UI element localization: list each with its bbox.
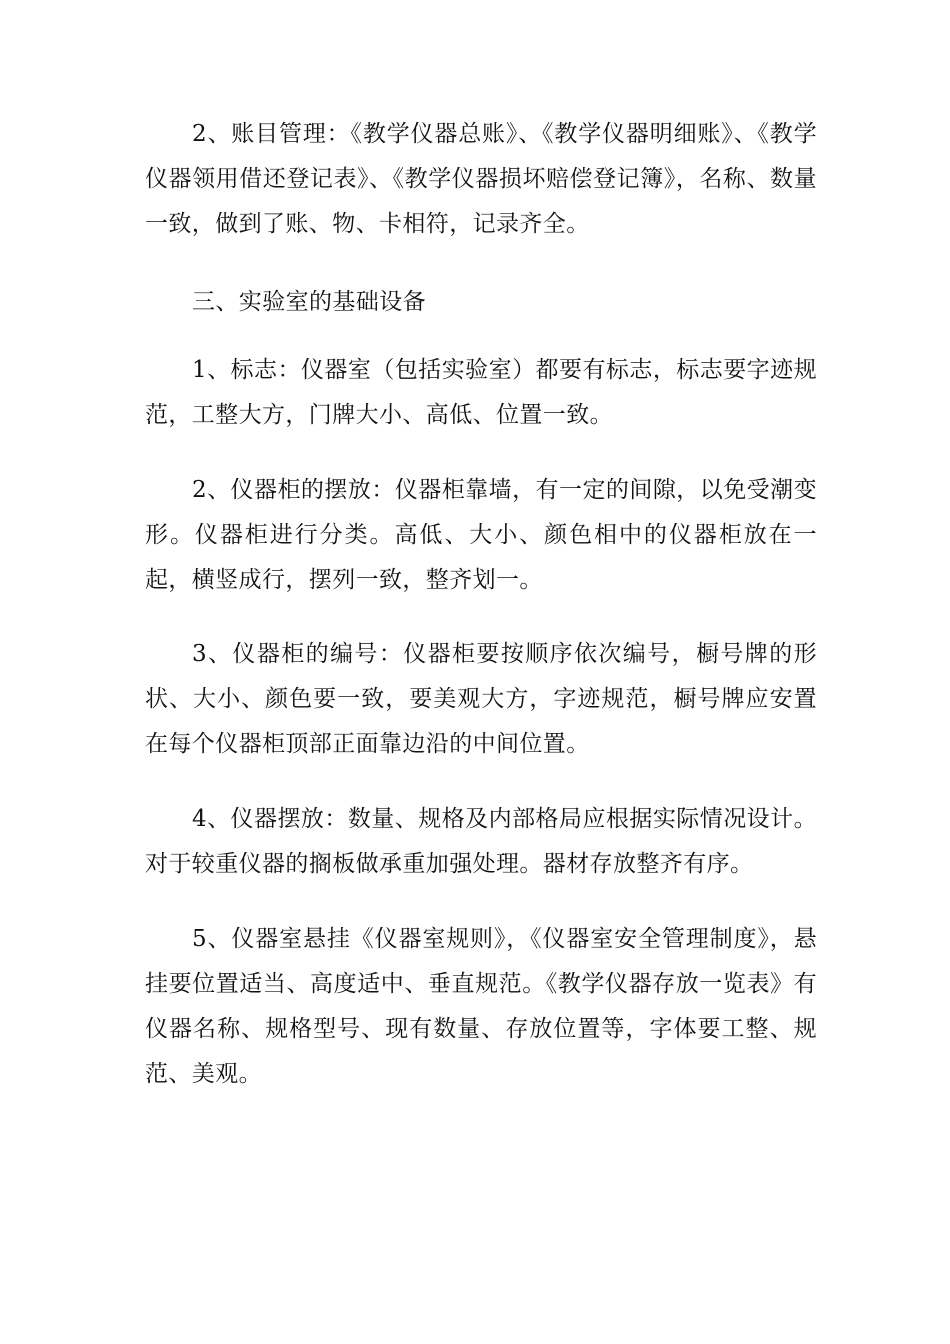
- paragraph-cabinet-numbering: 3、仪器柜的编号：仪器柜要按顺序依次编号，橱号牌的形状、大小、颜色要一致，要美观大方，字迹规范，橱号牌应安置在每个仪器柜顶部正面靠边沿的中间位置。: [145, 641, 817, 757]
- paragraph-posted-rules: 5、仪器室悬挂《仪器室规则》，《仪器室安全管理制度》，悬挂要位置适当、高度适中、垂直规范。《教学仪器存放一览表》有仪器名称、规格型号、现有数量、存放位置等，字体要工整、规范、美观。: [145, 926, 817, 1087]
- paragraph-instrument-arrangement: 4、仪器摆放：数量、规格及内部格局应根据实际情况设计。对于较重仪器的搁板做承重加强处理。器材存放整齐有序。: [145, 806, 817, 877]
- section-heading-lab-basic-equipment: 三、实验室的基础设备: [192, 289, 426, 315]
- paragraph-account-management: 2、账目管理：《教学仪器总账》、《教学仪器明细账》、《教学仪器领用借还登记表》、《教学仪器损坏赔偿登记簿》，名称、数量一致，做到了账、物、卡相符，记录齐全。: [145, 121, 817, 237]
- paragraph-cabinet-placement: 2、仪器柜的摆放：仪器柜靠墙，有一定的间隙，以免受潮变形。仪器柜进行分类。高低、大小、颜色相中的仪器柜放在一起，横竖成行，摆列一致，整齐划一。: [145, 477, 817, 593]
- paragraph-signage: 1、标志：仪器室（包括实验室）都要有标志，标志要字迹规范，工整大方，门牌大小、高低、位置一致。: [145, 357, 817, 428]
